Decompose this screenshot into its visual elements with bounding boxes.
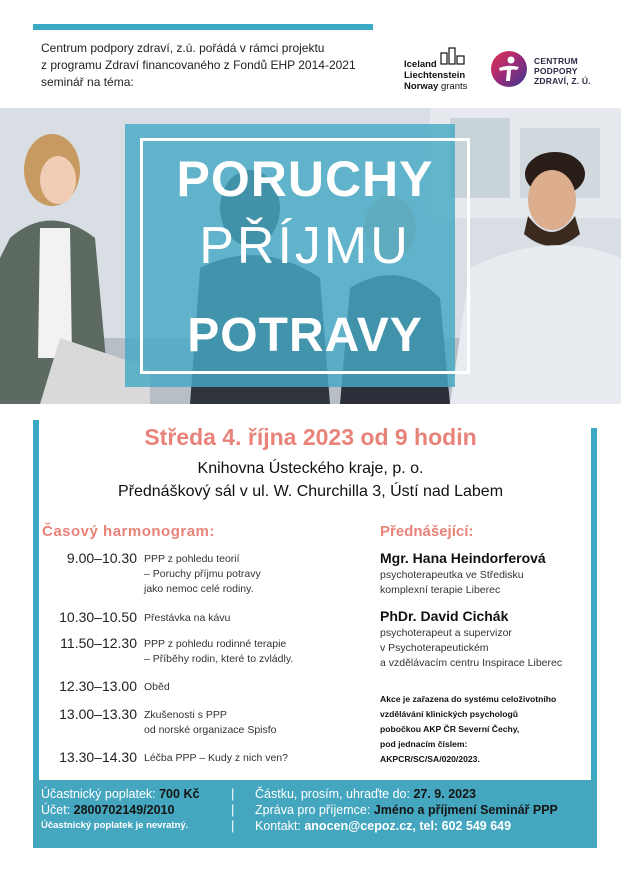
speaker-role-line: psychoterapeut a supervizor	[380, 627, 512, 639]
message-value: Jméno a příjmení Seminář PPP	[373, 803, 558, 817]
speaker-role-line: a vzdělávacím centru Inspirace Liberec	[380, 657, 563, 669]
venue-line-2: Přednáškový sál v ul. W. Churchilla 3, Ústí nad Labem	[117, 483, 504, 500]
fee-info	[41, 786, 199, 834]
eea-grants-icon	[440, 47, 466, 65]
schedule-description	[144, 708, 374, 738]
intro-line: seminář na téma:	[41, 75, 134, 89]
note-line: pod jednacím číslem:	[380, 739, 468, 749]
accreditation-note	[380, 692, 595, 767]
speaker-role-line: psychoterapeutka ve Středisku	[380, 569, 524, 581]
schedule-desc-line: od norské organizace Spisfo	[144, 724, 277, 736]
schedule-time: 12.30–13.00	[59, 678, 137, 694]
cpz-logo-line: PODPORY	[534, 66, 578, 76]
title-line-3: POTRAVY	[187, 309, 423, 362]
schedule-desc-line: PPP z pohledu teorií	[144, 553, 240, 565]
schedule-desc-line: Přestávka na kávu	[144, 612, 231, 624]
eea-logo-light: grants	[438, 81, 468, 92]
account-value: 2800702149/2010	[73, 803, 175, 817]
intro-line: Centrum podpory zdraví, z.ú. pořádá v rámci projektu	[41, 41, 325, 55]
speaker-name: Mgr. Hana Heindorferová	[380, 550, 546, 566]
deadline-label: Částku, prosím, uhraďte do:	[255, 787, 414, 801]
title-line-2: PŘÍJMU	[199, 217, 411, 275]
note-line: vzdělávání klinických psychologů	[380, 709, 519, 719]
schedule-desc-line: – Příběhy rodin, které to zvládly.	[144, 653, 294, 665]
speakers-heading: Přednášející:	[380, 523, 474, 540]
separator-mark: |	[231, 786, 235, 801]
cpz-logo-line: ZDRAVÍ, Z. Ú.	[534, 76, 591, 86]
contact-label: Kontakt:	[255, 819, 305, 833]
schedule-time: 9.00–10.30	[66, 550, 137, 566]
deadline-line	[255, 786, 558, 802]
title-line-1: PORUCHY	[176, 151, 434, 207]
note-line: pobočkou AKP ČR Severní Čechy,	[380, 724, 520, 734]
speaker-role	[380, 626, 600, 671]
event-date: Středa 4. října 2023 od 9 hodin	[144, 424, 477, 450]
schedule-description	[144, 611, 374, 626]
schedule-time: 13.30–14.30	[59, 749, 137, 765]
venue-line-1: Knihovna Ústeckého kraje, p. o.	[197, 460, 424, 477]
message-line	[255, 802, 558, 818]
schedule-desc-line: Léčba PPP – Kudy z nich ven?	[144, 752, 288, 764]
footer-separator	[231, 786, 234, 834]
fee-line	[41, 786, 199, 802]
cpz-logo-icon	[490, 50, 528, 88]
account-line	[41, 802, 199, 818]
header-accent-rule	[33, 24, 373, 30]
note-line: AKPCR/SC/SA/020/2023.	[380, 754, 480, 764]
deadline-value: 27. 9. 2023	[413, 787, 477, 801]
separator-mark: |	[231, 802, 235, 817]
schedule-time: 10.30–10.50	[59, 609, 137, 625]
cpz-logo-line: CENTRUM	[534, 56, 578, 66]
contact-value: anocen@cepoz.cz, tel: 602 549 649	[304, 819, 512, 833]
cpz-logo-text	[534, 56, 591, 86]
speaker-role	[380, 568, 600, 598]
schedule-description	[144, 637, 374, 667]
schedule-description	[144, 751, 374, 766]
eea-logo-line: Liechtenstein	[404, 70, 466, 81]
eea-logo-line: Iceland	[404, 59, 437, 70]
fee-label: Účastnický poplatek:	[41, 787, 160, 801]
schedule-desc-line: – Poruchy příjmu potravy	[144, 568, 261, 580]
fee-note: Účastnický poplatek je nevratný.	[41, 820, 189, 831]
payment-details	[255, 786, 558, 834]
intro-line: z programu Zdraví financovaného z Fondů EHP 2014-2021	[41, 58, 356, 72]
intro-text	[41, 40, 371, 91]
schedule-desc-line: Zkušenosti s PPP	[144, 709, 227, 721]
speaker-role-line: v Psychoterapeutickém	[380, 642, 489, 654]
schedule-time: 11.50–12.30	[60, 635, 137, 651]
schedule-heading: Časový harmonogram:	[42, 523, 215, 540]
eea-logo-line	[404, 81, 467, 92]
separator-mark: |	[231, 818, 235, 833]
payment-footer	[33, 780, 597, 848]
speaker-role-line: komplexní terapie Liberec	[380, 584, 501, 596]
note-line: Akce je zařazena do systému celoživotního	[380, 694, 557, 704]
schedule-description	[144, 680, 374, 695]
fee-value: 700 Kč	[159, 787, 200, 801]
eea-logo-bold: Norway	[404, 81, 439, 92]
schedule-desc-line: PPP z pohledu rodinné terapie	[144, 638, 287, 650]
schedule-desc-line: Oběd	[144, 681, 170, 693]
account-label: Účet:	[41, 803, 74, 817]
schedule-description	[144, 552, 374, 597]
schedule-desc-line: jako nemoc celé rodiny.	[144, 583, 254, 595]
schedule-time: 13.00–13.30	[59, 706, 137, 722]
contact-line	[255, 818, 558, 834]
speaker-name: PhDr. David Cichák	[380, 608, 509, 624]
message-label: Zpráva pro příjemce:	[255, 803, 374, 817]
